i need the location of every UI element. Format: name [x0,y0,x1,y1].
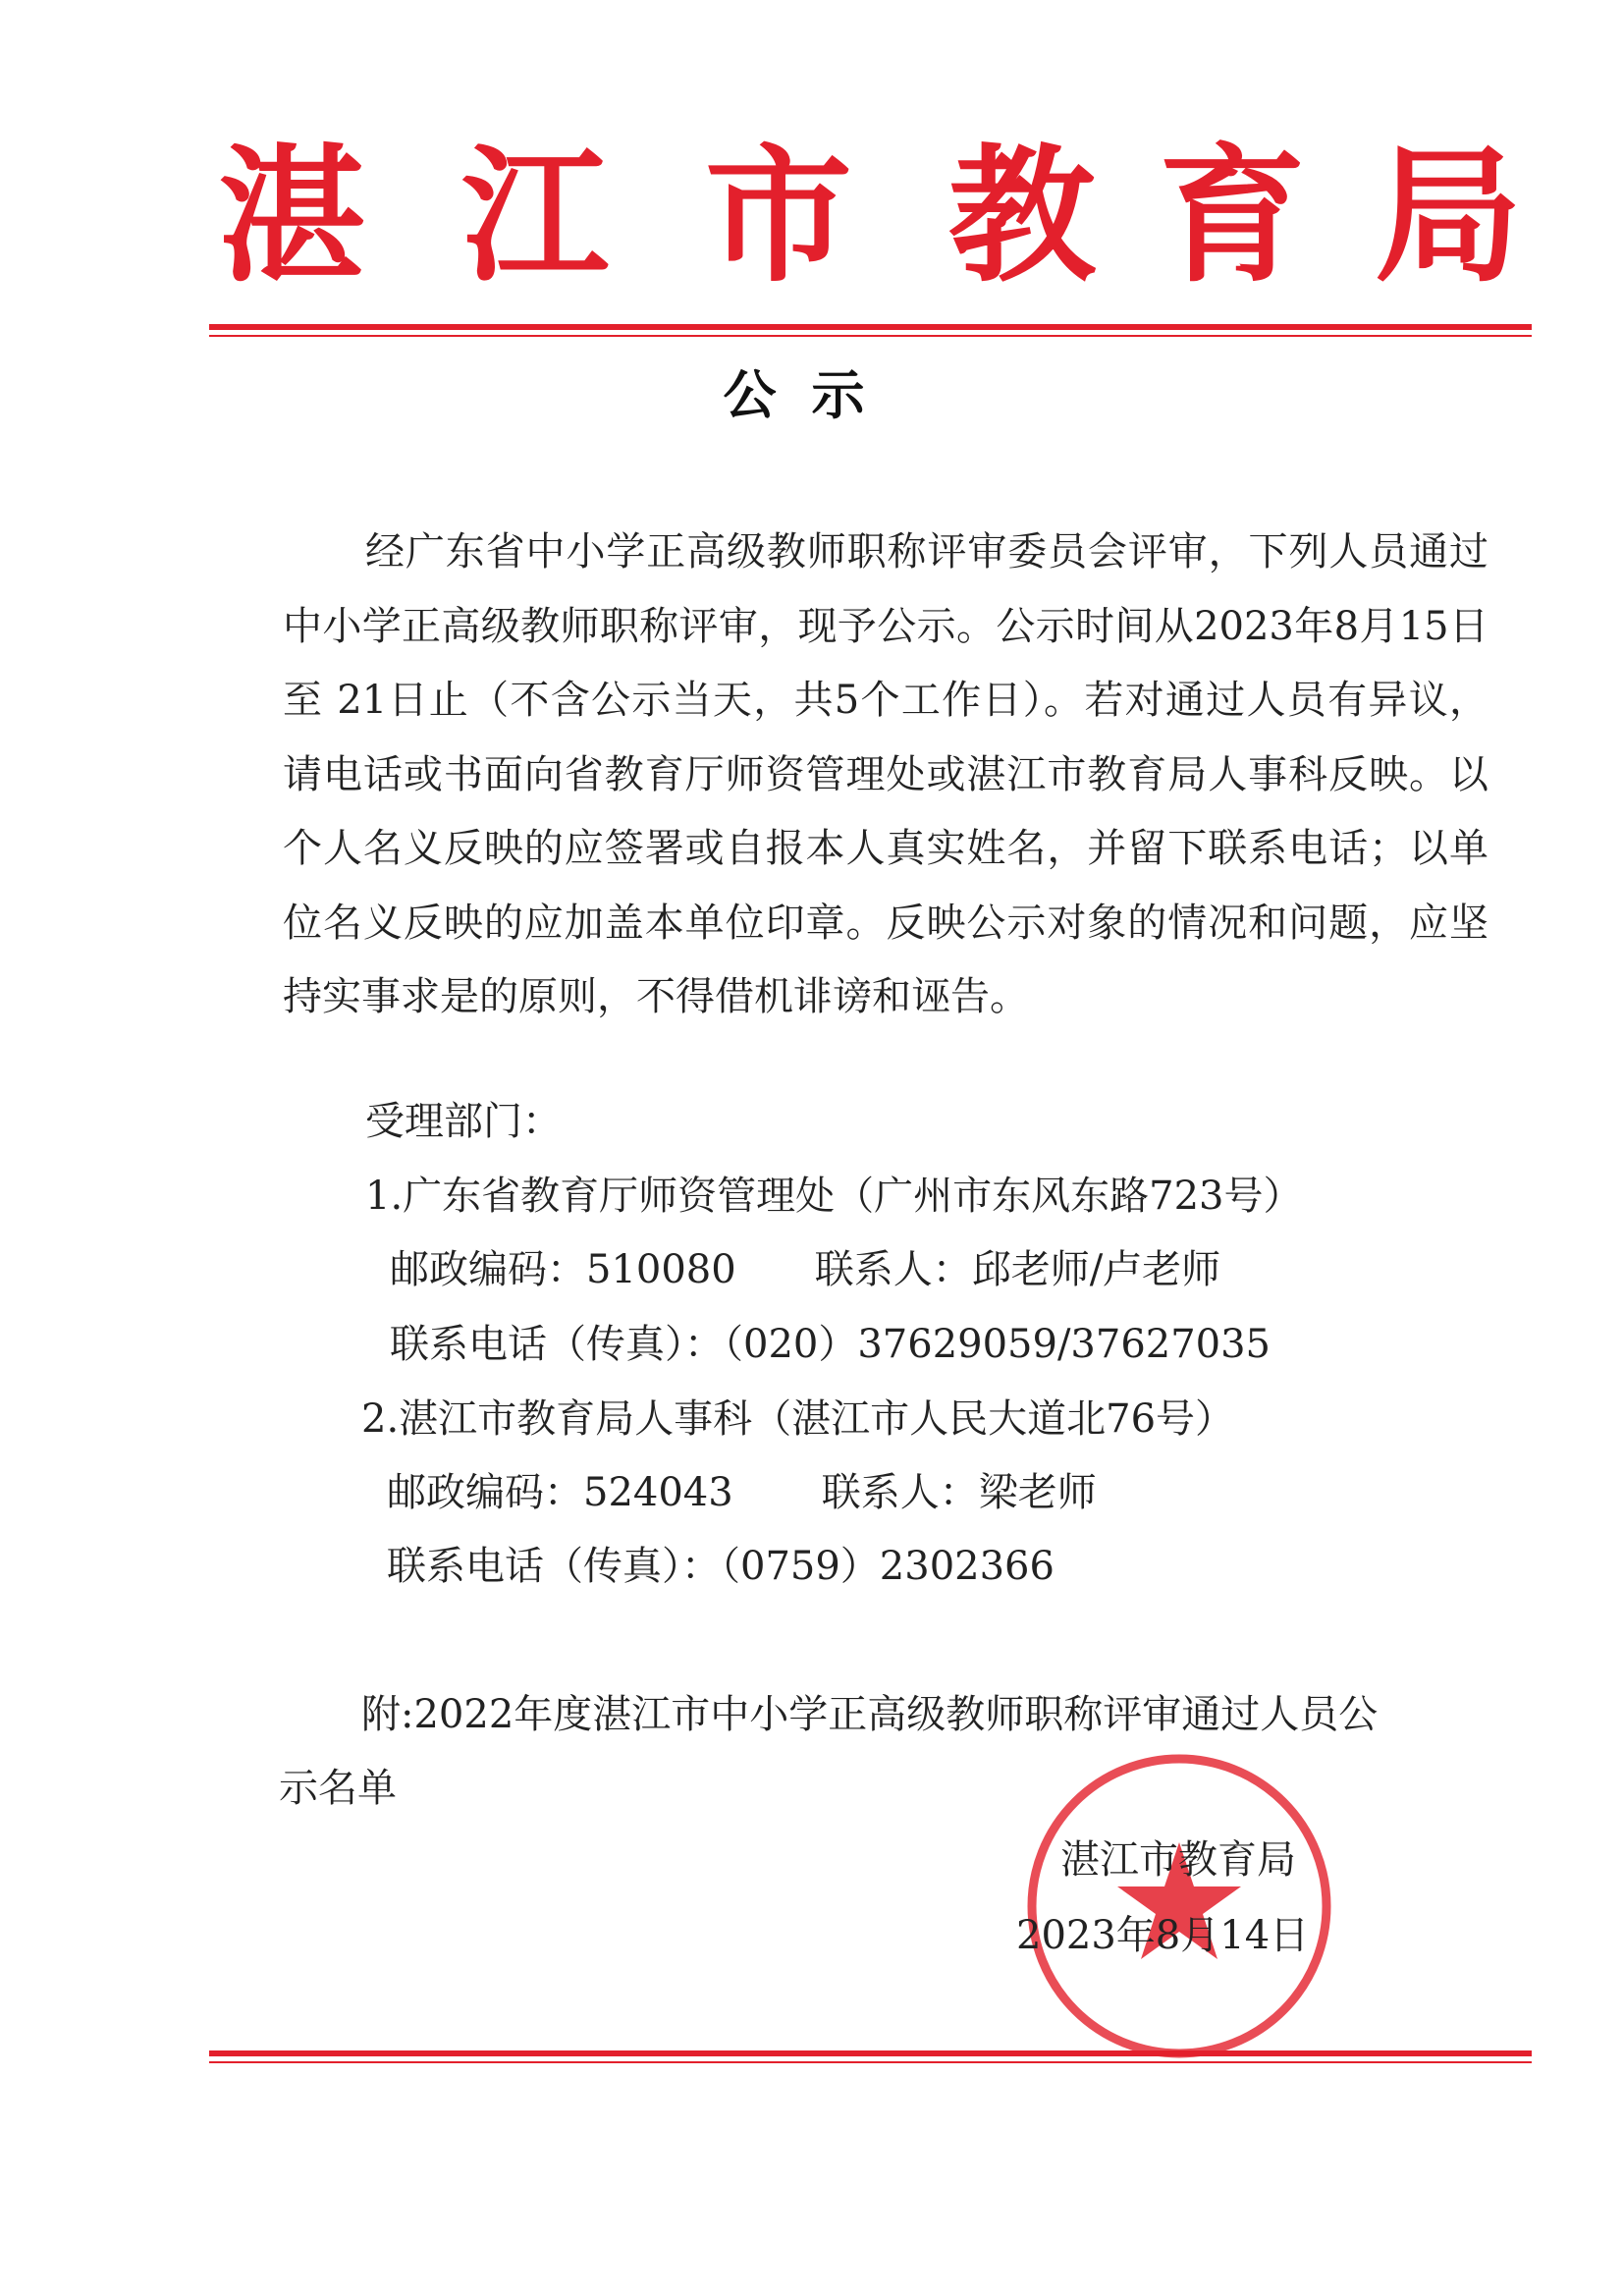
header-rule-thick [209,324,1532,330]
office-1-name: 1.广东省教育厅师资管理处（广州市东风东路723号） [365,1174,1303,1219]
issue-date: 2023年8月14日 [1016,1913,1310,1958]
office-2-contact-row [387,1456,1097,1530]
footer-rule-thick [209,2050,1532,2056]
office-2-phone: 联系电话（传真）：（0759）2302366 [387,1544,1055,1589]
masthead-char: 教 [947,130,1096,302]
masthead-char: 育 [1158,130,1306,302]
office-1-postcode: 邮政编码：510080 [390,1247,736,1292]
document-title: 公示 [723,364,900,426]
office-2-postcode: 邮政编码：524043 [387,1470,733,1515]
office-1-person: 联系人：邱老师/卢老师 [814,1247,1221,1292]
masthead-char: 市 [704,130,852,302]
office-2-person: 联系人：梁老师 [821,1470,1097,1515]
body-paragraph: 经广东省中小学正高级教师职称评审委员会评审，下列人员通过中小学正高级教师职称评审，现予公示。公示时间从2023年8月15日至 21日止（不含公示当天，共5个工作日）。若对通过人员有异议，请电话或书面向省教育厅师资管理处或湛江市教育局人事科反映。以个人名义反映的应签署或自报本人真实姓名，并留下联系电话；以单位名义反映的应加盖本单位印章。反映公示对象的情况和问题，应坚持实事求是的原则，不得借机诽谤和诬告。 [283,529,1488,1019]
masthead-char: 湛 [217,130,365,302]
office-1-phone: 联系电话（传真）：（020）37629059/37627035 [390,1322,1271,1367]
office-1-contact-row [390,1233,1220,1307]
attachment-line-2: 示名单 [279,1766,397,1811]
contacts-heading: 受理部门： [365,1099,562,1144]
attachment-line-1: 附:2022年度湛江市中小学正高级教师职称评审通过人员公 [361,1692,1379,1737]
masthead-char: 江 [460,130,609,302]
office-2-name: 2.湛江市教育局人事科（湛江市人民大道北76号） [361,1396,1235,1442]
masthead [0,130,1623,302]
issuer-signature: 湛江市教育局 [1060,1837,1296,1883]
masthead-char: 局 [1374,130,1522,302]
header-rule-thin [209,335,1532,337]
footer-rule-thin [209,2061,1532,2063]
